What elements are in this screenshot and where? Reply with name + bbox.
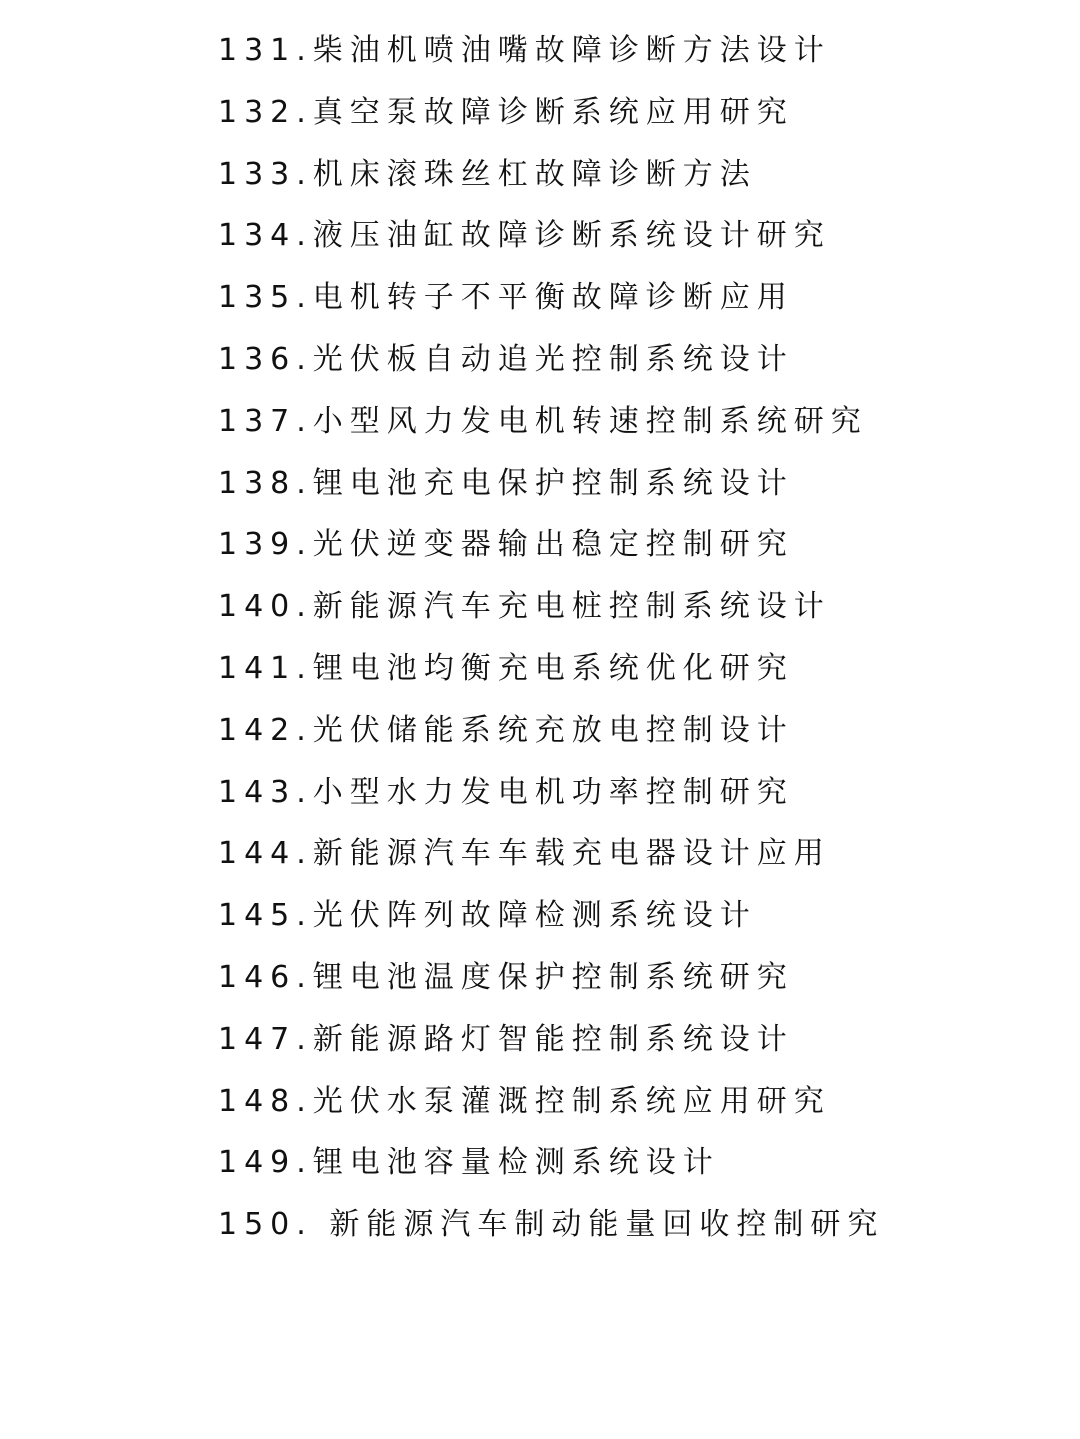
list-item: 141.锂电池均衡充电系统优化研究 xyxy=(218,650,794,686)
list-item: 144.新能源汽车车载充电器设计应用 xyxy=(218,836,831,872)
list-item: 150. 新能源汽车制动能量回收控制研究 xyxy=(218,1207,885,1243)
list-item: 139.光伏逆变器输出稳定控制研究 xyxy=(218,527,794,563)
list-item: 138.锂电池充电保护控制系统设计 xyxy=(218,465,794,501)
list-item: 143.小型水力发电机功率控制研究 xyxy=(218,774,794,810)
list-item: 132.真空泵故障诊断系统应用研究 xyxy=(218,94,794,130)
list-item: 133.机床滚珠丝杠故障诊断方法 xyxy=(218,156,757,192)
list-item: 145.光伏阵列故障检测系统设计 xyxy=(218,898,757,934)
list-item: 136.光伏板自动追光控制系统设计 xyxy=(218,341,794,377)
list-item: 137.小型风力发电机转速控制系统研究 xyxy=(218,403,868,439)
list-item: 146.锂电池温度保护控制系统研究 xyxy=(218,959,794,995)
list-item: 140.新能源汽车充电桩控制系统设计 xyxy=(218,589,831,625)
list-item: 131.柴油机喷油嘴故障诊断方法设计 xyxy=(218,33,831,68)
list-item: 135.电机转子不平衡故障诊断应用 xyxy=(218,280,794,316)
topic-list xyxy=(218,26,884,1262)
list-item: 148.光伏水泵灌溉控制系统应用研究 xyxy=(218,1083,831,1119)
list-item: 149.锂电池容量检测系统设计 xyxy=(218,1145,720,1181)
list-item: 147.新能源路灯智能控制系统设计 xyxy=(218,1021,794,1057)
list-item: 134.液压油缸故障诊断系统设计研究 xyxy=(218,218,831,254)
list-item: 142.光伏储能系统充放电控制设计 xyxy=(218,712,794,748)
